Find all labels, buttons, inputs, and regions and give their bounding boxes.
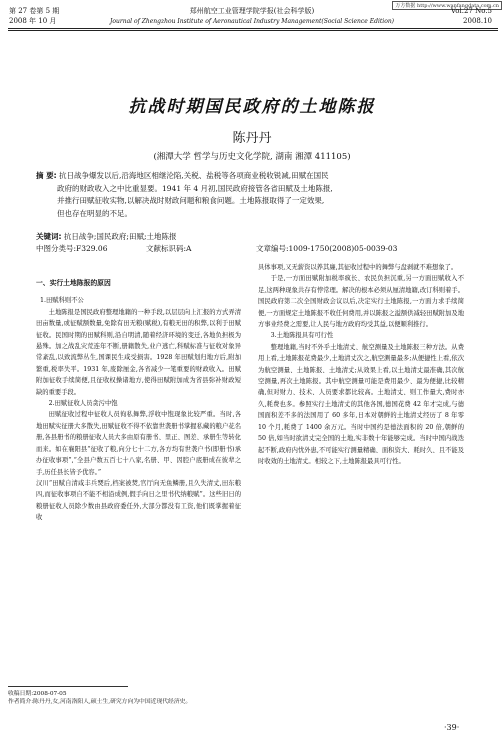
subsection-heading: 1.田赋科则不公 bbox=[40, 297, 84, 305]
clc-number: 中图分类号:F329.06 bbox=[36, 244, 108, 253]
footnote-rule bbox=[8, 686, 128, 687]
footnote bbox=[8, 690, 191, 706]
body-paragraph: 整理地籍,当时不外乎土地清丈、航空测量及土地陈报三种方法。从费用上看,土地陈报花费最少,土地清丈次之,航空测量最多;从便捷性上看,依次为航空测量、土地陈报、土地清丈;从效果上看,以土地清丈最准确,其次航空测量,再次土地陈报。其中航空测量可能是费用最少、最为便捷,比较精确,但对财力、技术、人员要求都比较高。土地清丈、则工作量大,费时亦久,耗费也多。参照实行土地清丈的其他各国,德国花费 42 年才完成,与德国面积差不多的法国用了 60 多年,日本对朝鲜的土地清丈经历了 8 年零 10 个月,耗费了 1400 余万元。当时中国约是德法面积的 20 倍,朝鲜的 50 倍,如当时欲清丈完全国的土地,实非数十年能够完成。当时中国内战迭起不断,政府内忧外患,不可能实行测量精确、面积资大、耗时久、且不能及时收效的土地清丈。相较之下,土地陈报最具可行性。 bbox=[258, 343, 464, 465]
body-paragraph: 汉川“田赋自清咸丰兵燹后,档案被焚,官厅向无鱼鳞册,且久失清丈,田东粮四,而征收事项自不能不相沿成例,假手向日之里书代纳粮赋”。这些旧日的粮册征收人员除少数由县政府委任外,大部分都没有工资,他们既掌握着征收 bbox=[36, 479, 241, 522]
document-code: 文献标识码:A bbox=[146, 244, 192, 253]
body-paragraph: 具体事项,又无薪资以养其廉,其征收过程中的舞弊与盘剥就不难想象了。 bbox=[258, 264, 458, 271]
publication-date: 2008 年 10 月 bbox=[9, 17, 57, 25]
section-heading: 一、实行土地陈报的原因 bbox=[36, 279, 111, 287]
author-name: 陈丹丹 bbox=[232, 131, 272, 146]
header-rule bbox=[8, 28, 498, 29]
database-watermark: 万方数据 http://www.wanfangdata.com.cn bbox=[392, 1, 502, 10]
body-paragraph: 于是,一方面田赋附加税率疯长、农民负担沉重,另一方面田赋收入不足,这两种现象共存有悖常理。解决的根本必须从厘清地籍,改订科则着手。国民政府第二次全国财政会议以后,决定实行土地陈报,一方面力求手续简便,一方面规定土地陈报不收任何费用,并以陈报之溢额供减轻田赋附加及地方事业经费之需要,让人民与地方政府均受其益,以便顺利推行。 bbox=[258, 275, 464, 329]
left-column bbox=[36, 262, 241, 524]
header-rule-2 bbox=[8, 30, 498, 31]
received-date: 收稿日期:2008-07-05 bbox=[8, 691, 67, 697]
article-number: 文章编号:1009-1750(2008)05-0039-03 bbox=[256, 244, 398, 253]
abstract-line: 并推行田赋征收实物,以解决战时财政问题和粮食问题。土地陈报取得了一定效果, bbox=[57, 196, 325, 205]
date-en: 2008.10 bbox=[463, 17, 492, 25]
body-paragraph: 土地陈报是国民政府整理地籍的一种手段,以层层向上汇报的方式弄清田亩数量,或征赋额数量,免除有田无粮(赋税),有粮无田的积弊,以利于田赋征收。民国时期的田赋科则,沿自明清,随着经济环境的变迁,各地负担极为悬殊。加之战乱灾荒连年不断,册籍散失,业户逃亡,科赋标准与征收对象异常紊乱,以致流弊丛生,国课民生咸受损害。1928 年田赋划归地方后,附加繁重,税率失平。1931 年,废除厘金,各省减少一笔重要的财政收入。田赋附加征收手续简便,且征收权操诸地方,使得田赋附加成为省县弥补财政短缺的重要手段。 bbox=[36, 308, 241, 396]
author-bio: 作者简介:陈丹丹,女,河南洛阳人,硕士生,研究方向为中国近现代经济史。 bbox=[8, 699, 192, 705]
abstract-line: 抗日战争爆发以后,沿海地区相继沦陷,关税、盐税等各项商业税收锐减,田赋在国民 bbox=[59, 171, 329, 180]
volume-issue: 第 27 卷第 5 期 bbox=[9, 7, 60, 15]
abstract bbox=[36, 170, 456, 220]
abstract-line: 政府的财政收入之中比重显要。1941 年 4 月初,国民政府接管各省田赋及土地陈报, bbox=[57, 183, 333, 193]
volume-en: Vol.27 No.5 bbox=[450, 7, 492, 15]
author-affiliation: (湘潭大学 哲学与历史文化学院, 湖南 湘潭 411105) bbox=[153, 152, 351, 162]
abstract-label: 摘 要: bbox=[36, 171, 57, 180]
subsection-heading: 3.土地陈报具有可行性 bbox=[270, 332, 334, 340]
journal-title-cn: 郑州航空工业管理学院学报(社会科学版) bbox=[189, 7, 315, 15]
subsection-heading: 2.田赋征收人员贪污中饱 bbox=[48, 400, 118, 408]
journal-title-en: Journal of Zhengzhou Institute of Aeronautical Industry Management(Social Science Edition) bbox=[109, 18, 395, 25]
article-title: 抗战时期国民政府的土地陈报 bbox=[128, 97, 376, 117]
abstract-line: 但也存在明显的不足。 bbox=[57, 208, 132, 218]
page-number: ·39· bbox=[444, 723, 460, 732]
keywords bbox=[36, 231, 176, 242]
right-column bbox=[258, 262, 464, 467]
keywords-label: 关键词: bbox=[36, 232, 62, 241]
body-paragraph: 田赋征收过程中征收人员徇私舞弊,浮收中饱现象比较严重。当时,各地田赋实征册大多散失,田赋征收不得不依靠世袭册书掌握私藏的粮户花名册,各县册书的粮册征收人员大多由原有册书、里正、图差、承册生等转化而来。如在襄阳县“征收了粮,向分七十二方,各方均有世袭户书(即册书)承办征收事项”,“全县户数五百七十八家,名册、甲、因腔户底册成在彼辈之手,历任县长皆予优容。” bbox=[36, 411, 241, 476]
keywords-text: 抗日战争;国民政府;田赋;土地陈报 bbox=[63, 232, 177, 241]
